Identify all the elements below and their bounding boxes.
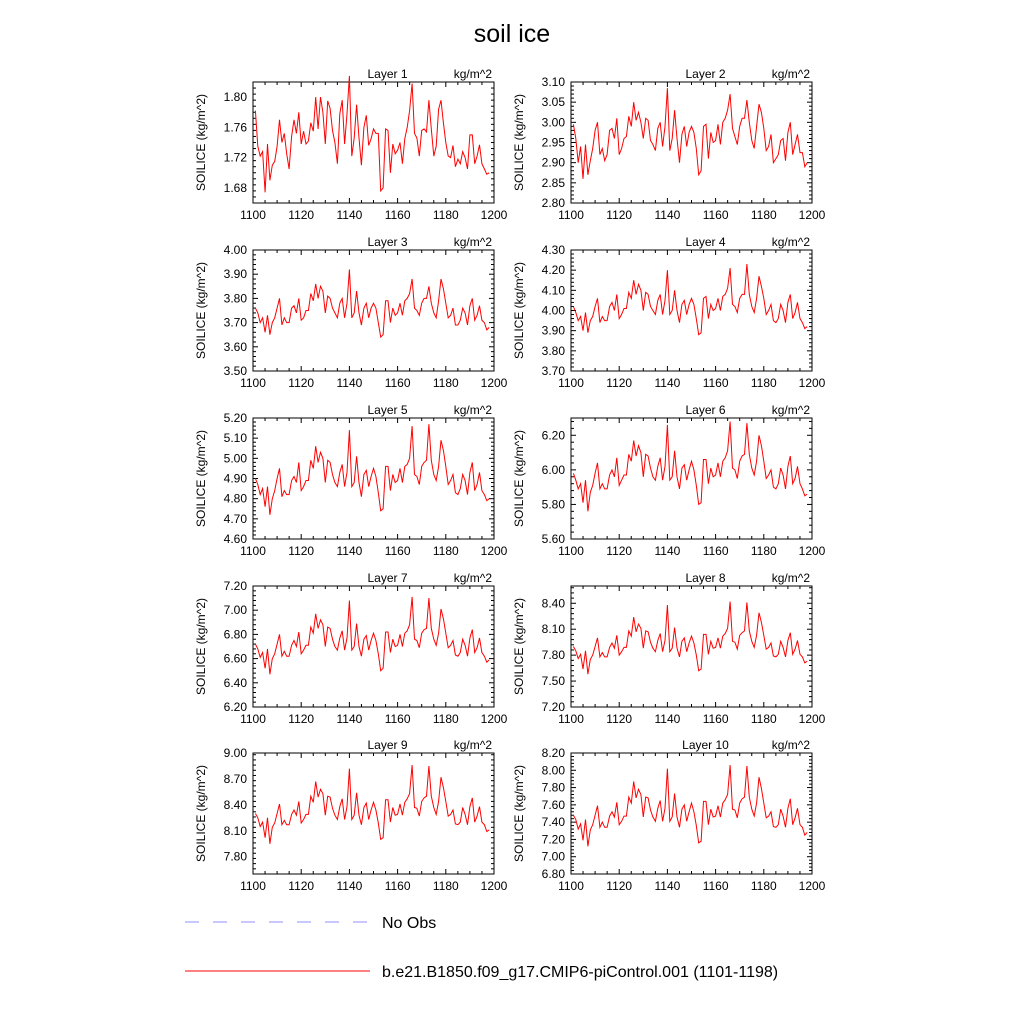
y-tick-label: 7.80 bbox=[541, 648, 565, 663]
x-tick-label: 1140 bbox=[336, 376, 363, 390]
y-tick-label: 6.80 bbox=[541, 867, 565, 881]
y-axis-label: SOILICE (kg/m^2) bbox=[512, 598, 526, 695]
panel-layer-10 bbox=[512, 738, 826, 893]
x-tick-label: 1180 bbox=[750, 879, 777, 893]
y-tick-label: 4.00 bbox=[223, 243, 247, 257]
y-tick-label: 2.95 bbox=[541, 135, 565, 150]
series-line-layer-1 bbox=[255, 76, 489, 192]
x-tick-label: 1140 bbox=[654, 712, 681, 726]
x-tick-label: 1200 bbox=[480, 712, 508, 726]
plot-frame bbox=[253, 753, 494, 874]
y-tick-label: 4.70 bbox=[223, 511, 247, 526]
y-axis-label: SOILICE (kg/m^2) bbox=[194, 765, 208, 862]
x-tick-label: 1180 bbox=[750, 712, 777, 726]
y-axis-label: SOILICE (kg/m^2) bbox=[512, 430, 526, 527]
panel-title: Layer 5 bbox=[367, 403, 408, 417]
plot-frame bbox=[253, 82, 494, 203]
panel-units: kg/m^2 bbox=[453, 571, 492, 585]
panel-units: kg/m^2 bbox=[771, 235, 810, 249]
panel-layer-6 bbox=[512, 403, 826, 558]
x-tick-label: 1120 bbox=[606, 376, 633, 390]
panel-title: Layer 2 bbox=[685, 67, 726, 81]
panel-layer-9 bbox=[194, 738, 508, 893]
x-tick-label: 1100 bbox=[558, 376, 584, 390]
y-tick-label: 9.00 bbox=[223, 746, 247, 760]
x-tick-label: 1100 bbox=[558, 712, 584, 726]
y-tick-label: 3.60 bbox=[223, 339, 247, 354]
panel-layer-7 bbox=[194, 571, 508, 726]
y-tick-label: 1.72 bbox=[223, 150, 247, 165]
y-tick-label: 3.70 bbox=[223, 315, 247, 330]
panel-layer-5 bbox=[194, 403, 508, 558]
y-tick-label: 3.50 bbox=[223, 364, 247, 378]
y-tick-label: 4.00 bbox=[541, 303, 565, 318]
panel-title: Layer 3 bbox=[367, 235, 408, 249]
plot-frame bbox=[253, 586, 494, 707]
panel-layer-3 bbox=[194, 235, 508, 390]
legend-label-model: b.e21.B1850.f09_g17.CMIP6-piControl.001 (1101-1198) bbox=[382, 964, 779, 981]
plot-frame bbox=[253, 418, 494, 539]
panel-title: Layer 4 bbox=[685, 235, 726, 249]
chart-title: soil ice bbox=[473, 20, 551, 48]
x-tick-label: 1120 bbox=[288, 879, 315, 893]
x-tick-label: 1140 bbox=[654, 208, 681, 222]
y-tick-label: 3.70 bbox=[541, 364, 565, 378]
y-tick-label: 8.20 bbox=[541, 746, 565, 760]
y-tick-label: 6.40 bbox=[223, 675, 247, 690]
y-tick-label: 7.00 bbox=[541, 849, 565, 864]
x-tick-label: 1180 bbox=[750, 376, 777, 390]
x-tick-label: 1160 bbox=[702, 208, 729, 222]
x-tick-label: 1200 bbox=[798, 544, 826, 558]
series-line-layer-10 bbox=[573, 765, 807, 846]
panel-title: Layer 6 bbox=[685, 403, 726, 417]
plot-frame bbox=[571, 586, 812, 707]
panel-units: kg/m^2 bbox=[771, 738, 810, 752]
y-tick-label: 4.80 bbox=[223, 491, 247, 506]
panel-layer-1 bbox=[194, 67, 508, 222]
y-tick-label: 7.80 bbox=[541, 780, 565, 795]
y-tick-label: 8.40 bbox=[223, 797, 247, 812]
x-tick-label: 1100 bbox=[240, 376, 266, 390]
y-tick-label: 6.20 bbox=[541, 428, 565, 443]
panel-units: kg/m^2 bbox=[771, 403, 810, 417]
x-tick-label: 1120 bbox=[288, 376, 315, 390]
y-tick-label: 1.68 bbox=[223, 180, 247, 195]
x-tick-label: 1120 bbox=[606, 544, 633, 558]
x-tick-label: 1200 bbox=[798, 208, 826, 222]
series-line-layer-9 bbox=[255, 765, 489, 844]
y-tick-label: 3.90 bbox=[223, 267, 247, 282]
y-tick-label: 5.10 bbox=[223, 431, 247, 446]
x-tick-label: 1100 bbox=[240, 879, 266, 893]
series-line-layer-4 bbox=[573, 264, 807, 335]
x-tick-label: 1140 bbox=[654, 544, 681, 558]
x-tick-label: 1140 bbox=[654, 879, 681, 893]
y-tick-label: 3.80 bbox=[541, 343, 565, 358]
series-line-layer-2 bbox=[573, 88, 807, 179]
plot-frame bbox=[571, 82, 812, 203]
x-tick-label: 1200 bbox=[798, 879, 826, 893]
y-tick-label: 2.80 bbox=[541, 196, 565, 210]
y-tick-label: 5.80 bbox=[541, 497, 565, 512]
y-tick-label: 6.00 bbox=[541, 462, 565, 477]
series-line-layer-8 bbox=[573, 602, 807, 675]
x-tick-label: 1180 bbox=[432, 376, 459, 390]
series-line-layer-5 bbox=[255, 424, 489, 515]
x-tick-label: 1200 bbox=[480, 879, 508, 893]
x-tick-label: 1120 bbox=[288, 544, 315, 558]
x-tick-label: 1120 bbox=[606, 208, 633, 222]
y-tick-label: 3.00 bbox=[541, 115, 565, 130]
x-tick-label: 1160 bbox=[702, 376, 729, 390]
panel-title: Layer 9 bbox=[367, 738, 408, 752]
plot-frame bbox=[253, 250, 494, 371]
y-axis-label: SOILICE (kg/m^2) bbox=[512, 94, 526, 191]
series-line-layer-6 bbox=[573, 422, 807, 512]
y-axis-label: SOILICE (kg/m^2) bbox=[194, 94, 208, 191]
x-tick-label: 1180 bbox=[750, 544, 777, 558]
y-tick-label: 8.00 bbox=[541, 763, 565, 778]
x-tick-label: 1180 bbox=[432, 208, 459, 222]
y-tick-label: 7.00 bbox=[223, 603, 247, 618]
x-tick-label: 1200 bbox=[480, 544, 508, 558]
panel-layer-4 bbox=[512, 235, 826, 390]
x-tick-label: 1140 bbox=[336, 208, 363, 222]
x-tick-label: 1100 bbox=[558, 879, 584, 893]
y-tick-label: 3.90 bbox=[541, 323, 565, 338]
x-tick-label: 1100 bbox=[240, 544, 266, 558]
series-line-layer-7 bbox=[255, 597, 489, 674]
y-axis-label: SOILICE (kg/m^2) bbox=[194, 598, 208, 695]
panel-title: Layer 8 bbox=[685, 571, 726, 585]
y-tick-label: 7.60 bbox=[541, 797, 565, 812]
x-tick-label: 1160 bbox=[384, 879, 411, 893]
y-tick-label: 1.76 bbox=[223, 120, 247, 135]
panel-units: kg/m^2 bbox=[453, 738, 492, 752]
panel-layer-2 bbox=[512, 67, 826, 222]
y-tick-label: 7.50 bbox=[541, 674, 565, 689]
y-tick-label: 4.60 bbox=[223, 532, 247, 546]
y-axis-label: SOILICE (kg/m^2) bbox=[194, 430, 208, 527]
x-tick-label: 1140 bbox=[654, 376, 681, 390]
panel-units: kg/m^2 bbox=[771, 67, 810, 81]
y-tick-label: 3.10 bbox=[541, 75, 565, 89]
y-axis-label: SOILICE (kg/m^2) bbox=[194, 262, 208, 359]
x-tick-label: 1140 bbox=[336, 544, 363, 558]
y-tick-label: 4.20 bbox=[541, 263, 565, 278]
x-tick-label: 1200 bbox=[798, 712, 826, 726]
x-tick-label: 1160 bbox=[702, 712, 729, 726]
y-tick-label: 7.80 bbox=[223, 849, 247, 864]
x-tick-label: 1140 bbox=[336, 879, 363, 893]
y-tick-label: 7.20 bbox=[541, 700, 565, 714]
x-tick-label: 1120 bbox=[288, 208, 315, 222]
legend-label-no-obs: No Obs bbox=[382, 915, 437, 932]
y-tick-label: 1.80 bbox=[223, 90, 247, 105]
y-tick-label: 6.80 bbox=[223, 627, 247, 642]
panel-units: kg/m^2 bbox=[771, 571, 810, 585]
x-tick-label: 1120 bbox=[606, 879, 633, 893]
x-tick-label: 1100 bbox=[240, 712, 266, 726]
x-tick-label: 1200 bbox=[798, 376, 826, 390]
x-tick-label: 1100 bbox=[558, 208, 584, 222]
y-tick-label: 4.90 bbox=[223, 471, 247, 486]
panel-units: kg/m^2 bbox=[453, 67, 492, 81]
y-tick-label: 7.20 bbox=[541, 832, 565, 847]
y-tick-label: 7.40 bbox=[541, 815, 565, 830]
x-tick-label: 1200 bbox=[480, 376, 508, 390]
plot-frame bbox=[571, 753, 812, 874]
x-tick-label: 1140 bbox=[336, 712, 363, 726]
series-line-layer-3 bbox=[255, 269, 489, 337]
y-tick-label: 5.00 bbox=[223, 451, 247, 466]
y-tick-label: 7.20 bbox=[223, 579, 247, 593]
x-tick-label: 1100 bbox=[240, 208, 266, 222]
y-tick-label: 5.20 bbox=[223, 411, 247, 425]
x-tick-label: 1160 bbox=[384, 712, 411, 726]
panels bbox=[194, 67, 826, 893]
legend bbox=[185, 915, 778, 981]
x-tick-label: 1180 bbox=[432, 544, 459, 558]
y-tick-label: 6.20 bbox=[223, 700, 247, 714]
plot-frame bbox=[571, 250, 812, 371]
x-tick-label: 1160 bbox=[384, 376, 411, 390]
x-tick-label: 1200 bbox=[480, 208, 508, 222]
y-tick-label: 3.80 bbox=[223, 291, 247, 306]
y-tick-label: 5.60 bbox=[541, 532, 565, 546]
x-tick-label: 1160 bbox=[384, 544, 411, 558]
x-tick-label: 1120 bbox=[606, 712, 633, 726]
x-tick-label: 1180 bbox=[432, 879, 459, 893]
y-axis-label: SOILICE (kg/m^2) bbox=[512, 765, 526, 862]
y-axis-label: SOILICE (kg/m^2) bbox=[512, 262, 526, 359]
panel-title: Layer 10 bbox=[682, 738, 729, 752]
y-tick-label: 4.10 bbox=[541, 283, 565, 298]
y-tick-label: 8.10 bbox=[541, 622, 565, 637]
y-tick-label: 4.30 bbox=[541, 243, 565, 257]
y-tick-label: 6.60 bbox=[223, 651, 247, 666]
x-tick-label: 1100 bbox=[558, 544, 584, 558]
x-tick-label: 1120 bbox=[288, 712, 315, 726]
x-tick-label: 1180 bbox=[432, 712, 459, 726]
x-tick-label: 1160 bbox=[702, 544, 729, 558]
y-tick-label: 8.40 bbox=[541, 596, 565, 611]
panel-layer-8 bbox=[512, 571, 826, 726]
x-tick-label: 1180 bbox=[750, 208, 777, 222]
y-tick-label: 2.85 bbox=[541, 175, 565, 190]
panel-title: Layer 1 bbox=[367, 67, 408, 81]
panel-units: kg/m^2 bbox=[453, 403, 492, 417]
panel-title: Layer 7 bbox=[367, 571, 408, 585]
panel-units: kg/m^2 bbox=[453, 235, 492, 249]
y-tick-label: 8.70 bbox=[223, 771, 247, 786]
y-tick-label: 3.05 bbox=[541, 95, 565, 110]
x-tick-label: 1160 bbox=[702, 879, 729, 893]
y-tick-label: 8.10 bbox=[223, 823, 247, 838]
plot-frame bbox=[571, 418, 812, 539]
y-tick-label: 2.90 bbox=[541, 155, 565, 170]
x-tick-label: 1160 bbox=[384, 208, 411, 222]
